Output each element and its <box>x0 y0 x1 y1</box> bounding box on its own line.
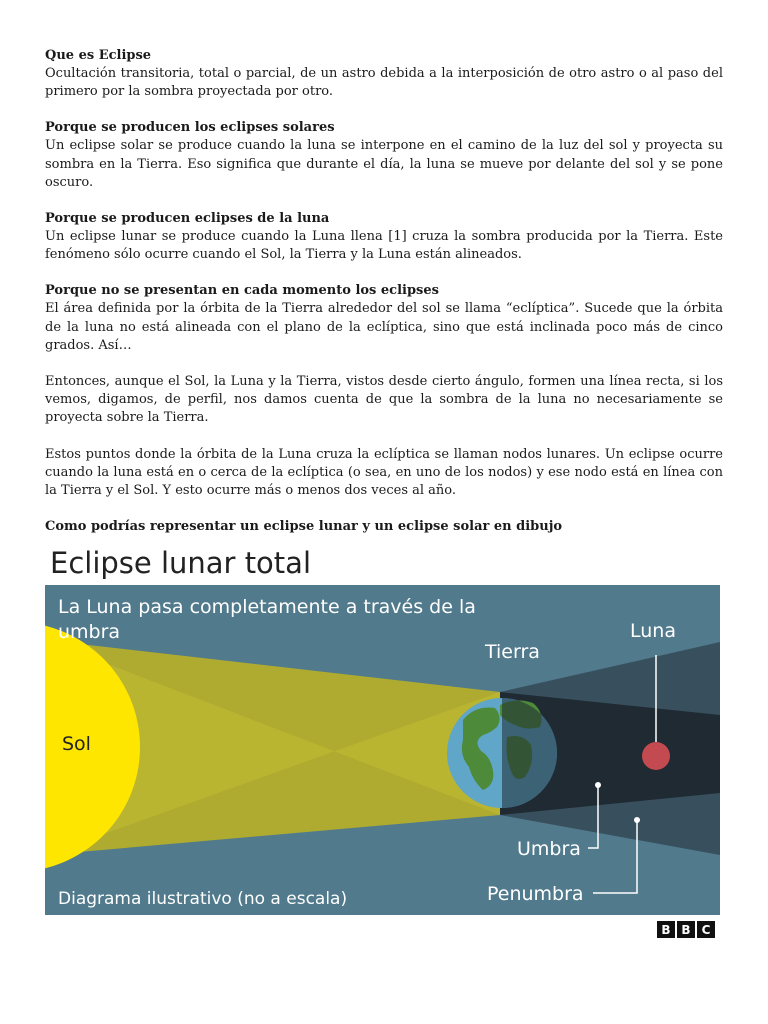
diagram-subtitle-line1: La Luna pasa completamente a través de la <box>58 596 476 618</box>
section-paragraph: Entonces, aunque el Sol, la Luna y la Tierra, vistos desde cierto ángulo, formen una línea recta, si los vemos, digamos, de perfil, nos damos cuenta de que la sombra de la luna no necesariamente se proyecta sobre la Tierra. <box>45 374 723 426</box>
logo-letter: C <box>697 921 715 938</box>
section-heading: Porque se producen eclipses de la luna <box>45 211 330 227</box>
earth-label: Tierra <box>485 641 540 663</box>
section-heading: Que es Eclipse <box>45 48 152 63</box>
section-paragraph: Ocultación transitoria, total o parcial, de un astro debida a la interposición de otro astro o al paso del primero por la sombra proyectada por otro. <box>45 66 723 100</box>
section-heading: Porque se producen los eclipses solares <box>45 120 335 136</box>
moon-label: Luna <box>630 620 676 642</box>
diagram-title: Eclipse lunar total <box>50 546 311 580</box>
section-eclipses-solares <box>45 119 723 192</box>
section-que-es-eclipse <box>45 47 723 101</box>
umbra-label: Umbra <box>517 838 581 860</box>
earth-globe <box>447 698 557 808</box>
section-paragraph: Estos puntos donde la órbita de la Luna cruza la eclíptica se llaman nodos lunares. Un eclipse ocurre cuando la luna está en o cerca de la eclíptica (o sea, en uno de los nodos) y ese nodo está en línea con la Tierra y el Sol. Y esto ocurre más o menos dos veces al año. <box>45 446 723 499</box>
diagram-subtitle-line2: umbra <box>58 621 121 643</box>
section-paragraph-block <box>45 446 723 501</box>
section-no-cada-momento <box>45 282 723 355</box>
document-body <box>45 47 723 536</box>
lunar-eclipse-diagram <box>45 545 720 917</box>
section-heading: Porque no se presentan en cada momento los eclipses <box>45 283 439 299</box>
section-paragraph: Un eclipse solar se produce cuando la luna se interpone en el camino de la luz del sol y proyecta su sombra en la Tierra. Eso significa que durante el día, la luna se mueve por delante del sol y se pone oscuro. <box>45 138 723 190</box>
figure-heading: Como podrías representar un eclipse lunar y un eclipse solar en dibujo <box>45 519 563 535</box>
diagram-footnote: Diagrama ilustrativo (no a escala) <box>58 889 348 909</box>
sun-label: Sol <box>62 733 91 755</box>
moon-shape <box>642 742 670 770</box>
section-eclipses-luna <box>45 210 723 264</box>
eclipse-illustration <box>45 545 720 917</box>
section-paragraph: El área definida por la órbita de la Tierra alrededor del sol se llama “eclíptica”. Sucede que la órbita de la luna no está alineada con el plano de la eclíptica, sino que está inclinada poco más de cinco grados. Así… <box>45 301 723 353</box>
section-paragraph-block <box>45 373 723 428</box>
section-paragraph: Un eclipse lunar se produce cuando la Luna llena [1] cruza la sombra producida por la Tierra. Este fenómeno sólo ocurre cuando el Sol, la Tierra y la Luna están alineados. <box>45 229 723 263</box>
penumbra-label: Penumbra <box>487 883 584 905</box>
logo-letter: B <box>677 921 695 938</box>
logo-letter: B <box>657 921 675 938</box>
bbc-logo <box>657 921 715 938</box>
